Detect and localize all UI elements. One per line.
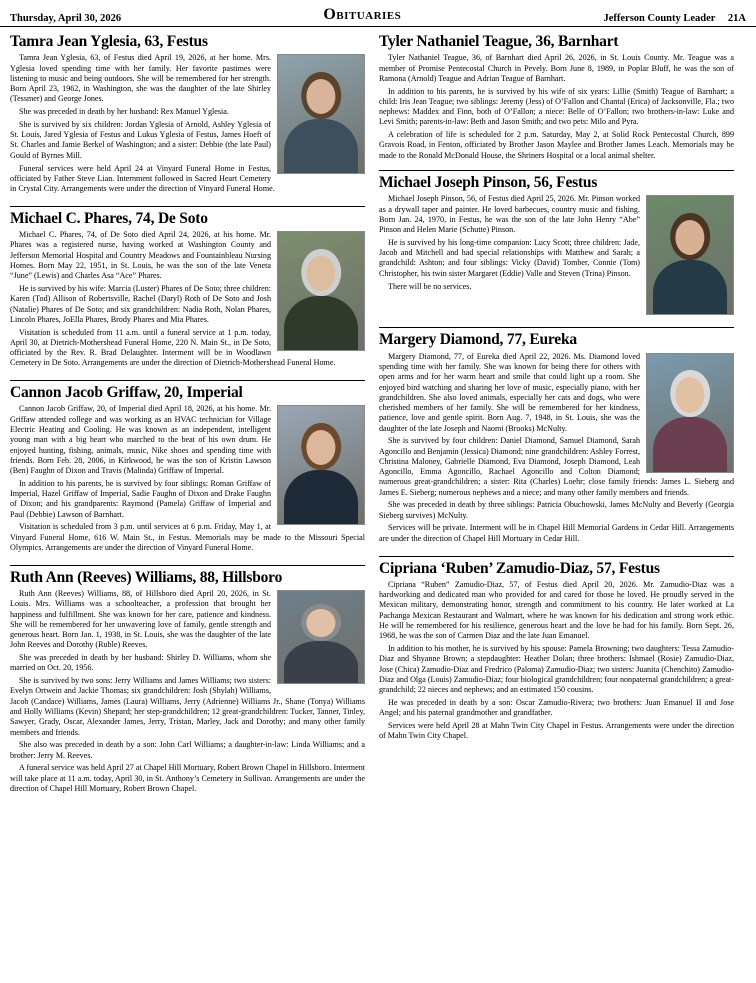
portrait-tamra-jean-yglesia (277, 54, 365, 174)
masthead-page-number: 21A (727, 13, 746, 24)
obituary-paragraph: He was preceded in death by a son: Oscar Zamudio-Rivera; two brothers: Juan Emanuel II and Jose Angel; and his paternal grandmother and grandfather. (379, 697, 734, 718)
columns-container (0, 27, 756, 975)
obituary-paragraph: He is survived by his long-time companion: Lucy Scott; three children: Jade, Jacob and Mitchell and had special relationships with Matthew and Sarah; a grandchild: Ashton; and four siblings: Vicky (David) Tomber, Connie (Tom) Christopher, his twin sister Margaret (Eddie) Valle and Steven (Trina) Pinson. (379, 237, 640, 278)
obituary-headline: Margery Diamond, 77, Eureka (379, 327, 734, 348)
masthead-publication-info (603, 13, 746, 24)
obituary-paragraph: A celebration of life is scheduled for 2 p.m. Saturday, May 2, at Solid Rock Pentecostal Church, 899 Gravois Road, in Fenton, officiated by Brother Jason Maylee and Brother James Leach. Memorials may be made to the Ronald McDonald House, the Shriners Hospital or a local animal shelter. (379, 130, 734, 160)
portrait-michael-joseph-pinson (646, 195, 734, 315)
portrait-michael-c-phares (277, 231, 365, 351)
obituary-headline: Tyler Nathaniel Teague, 36, Barnhart (379, 33, 619, 50)
portrait-ruth-ann-williams (277, 590, 365, 684)
obituary-paragraph: Services will be private. Interment will be in Chapel Hill Memorial Gardens in Cedar Hill. Arrangements are under the direction of Chapel Hill Mortuary in Cedar Hill. (379, 523, 734, 543)
obituary-paragraph: Tyler Nathaniel Teague, 36, of Barnhart died April 26, 2026, in St. Louis County. Mr. Teague was a member of Promise Pentecostal Church in Pevely. Born June 8, 1989, in Poplar Bluff, he was the son of Ramona (Arnold) Teague and Adrian Teague of Barnhart. (379, 53, 734, 83)
obituary-paragraph: Cannon Jacob Griffaw, 20, of Imperial died April 18, 2026, at his home. Mr. Griffaw attended college and was working as an HVAC technician for Village Electric Heating and Cooling. He was known as an independent, intelligent young man with a big heart who marched to the beat of his own drum. He enjoyed hunting, fishing, animals, music, Nike shoes and spending time with friends. Born Feb. 28, 2006, in Kirkwood, he was the son of Kristin Lawson (Ben) Faughn of Dixon and Travis (Malinda) Griffaw of Imperial. (10, 404, 271, 476)
obituary-entry (10, 206, 365, 371)
portrait-torso (284, 119, 358, 173)
obituary-paragraph: He is survived by his wife: Marcia (Luster) Phares of De Soto; three children: Karen (Tod) Allison of Robertsville, Rachel (Daryl) Roth of De Soto and Josh (Natalie) Phares of De Soto; and six grandchildren: Nadia Roth, Nolan Phares, Lincoln Phares, JoElla Phares, Brody Phares and Mia Phares. (10, 284, 271, 324)
portrait-torso (653, 260, 727, 314)
obituary-paragraph: She is survived by four children: Daniel Diamond, Samuel Diamond, Sarah Agoncillo and Benjamin (Jessica) Diamond; nine grandchildren: Ashley Forrest, Christina Maloney, Gabrielle Diamond, Eva Diamond, Joseph Diamond, Leah Agoncillo, Emma Agoncillo, Rachael Agoncillo and Colton Diamond; numerous great-grandchildren; a sister: Rita (Charles) Loehr; close family friends: James L. Sieberg and James E. Sieberg; numerous nephews and a niece; and many other family members and friends. (379, 436, 734, 497)
right-column (379, 33, 734, 975)
obituary-paragraph: She is survived by six children: Jordan Yglesia of Arnold, Ashley Yglesia of St. Louis, Jared Yglesia of Festus and Lukus Yglesia of Festus, James Hoeft of St. Charles and Jamie Berkel of Washington; and a sister: Debbie (the late Paul) Gould of Byrnes Mill. (10, 119, 271, 160)
obituary-entry (379, 556, 734, 742)
obituary-paragraph: A funeral service was held April 27 at Chapel Hill Mortuary, Robert Brown Chapel in Hillsboro. Interment will take place at 11 a.m. today, April 30, in St. Anthony’s Cemetery in Sullivan. Arrangements are under the direction of Chapel Hill Mortuary, Robert Brown Chapel. (10, 763, 365, 793)
obituary-paragraph: Services were held April 28 at Mahn Twin City Chapel in Festus. Arrangements were under the direction of Mahn Twin City Chapel. (379, 720, 734, 741)
obituary-paragraph: Ruth Ann (Reeves) Williams, 88, of Hillsboro died April 20, 2026, in St. Louis. Mrs. Williams was a schoolteacher, a profession that brought her happiness and fulfillment. She was known for her care, patience and kindness. She will be remembered for her unwavering love of family, gentle strength and generous heart. Born Jan. 1, 1938, in St. Louis, she was the daughter of the late John Reeves and Dorothy (Ruble) Reeves. (10, 589, 271, 650)
obituary-entry (10, 565, 365, 797)
masthead-section-title: Obituaries (323, 6, 402, 23)
obituary-paragraph: In addition to his parents, he is survived by four siblings: Roman Griffaw of Imperial, Hazel Griffaw of Imperial, Sadie Faughn of Dixon and Drake Faughn of Dixon; and his grandparents: Raymond (Pamela) Griffaw of Imperial and Paul (Debbie) Lawson of Barnhart. (10, 478, 271, 519)
obituary-entry (10, 33, 365, 197)
obituary-paragraph: Visitation is scheduled from 3 p.m. until services at 6 p.m. Friday, May 1, at Vinyard Funeral Home, 616 W. Main St., in Festus. Memorials may be made to the Missouri Special Olympics. Arrangements are under the direction of Vinyard Funeral Home. (10, 522, 365, 552)
obituary-entry (379, 33, 734, 161)
masthead-date: Thursday, April 30, 2026 (10, 13, 122, 24)
portrait-cannon-jacob-griffaw (277, 405, 365, 525)
obituary-paragraph: She also was preceded in death by a son: John Carl Williams; a daughter-in-law: Linda Williams; and a brother: Jerry M. Reeves. (10, 740, 365, 760)
obituary-paragraph: She was preceded in death by her husband: Shirley D. Williams, whom she married on Oct. 20, 1956. (10, 653, 271, 673)
obituary-paragraph: In addition to his parents, he is survived by his wife of six years: Lillie (Smith) Teague of Barnhart; a child: Iris Jean Teague; two siblings: Jeremy (Jess) of O’Fallon and Chantal (Erica) of Jacksonville, Fla.; two nephews: Maddex and Finn, both of O’Fallon; a niece: Belle of O’Fallon; two brothers-in-law: Luke and Levi Smith; parents-in-law: Beth and Jason Smith; and two pets: Milo and Pyra. (379, 86, 734, 127)
portrait-face (306, 609, 335, 637)
obituary-paragraph: Visitation is scheduled from 11 a.m. until a funeral service at 1 p.m. today, April 30, at Dietrich-Mothershead Funeral Home, 220 N. Main St., in De Soto, officiated by the Rev. R. Brad Delaughter. Interment will be in Woodlawn Cemetery in De Soto. Arrangements are under the direction of Dietrich-Mothershead Funeral Home. (10, 327, 336, 368)
obituary-paragraph: She was preceded in death by her husband: Rex Manuel Yglesia. (19, 107, 229, 117)
obituary-headline: Cannon Jacob Griffaw, 20, Imperial (10, 380, 365, 401)
obituary-headline: Cipriana ‘Ruben’ Zamudio-Diaz, 57, Festus (379, 556, 734, 577)
portrait-torso (284, 641, 358, 683)
obituary-headline: Ruth Ann (Reeves) Williams, 88, Hillsboro (10, 565, 365, 586)
portrait-torso (284, 296, 358, 350)
obituary-entry (379, 170, 734, 318)
obituary-entry (379, 327, 734, 546)
obituary-entry (10, 380, 365, 556)
obituary-paragraph: Michael C. Phares, 74, of De Soto died April 24, 2026, at his home. Mr. Phares was a registered nurse, having worked at Washington County and Jefferson Memorial Hospital and Country Meadows and Fountainbleau Nursing Homes. Born May 22, 1951, in St. Louis, he was the son of the late Veneta “June” (Lewis) and Charles Asa “Ace” Phares. (10, 230, 271, 281)
left-column (10, 33, 365, 975)
obituary-paragraph: Cipriana “Ruben” Zamudio-Diaz, 57, of Festus died April 20, 2026. Mr. Zamudio-Diaz was a hardworking and dedicated man who provided for and cared for those he loved. He proudly served in the Mexican military, demonstrating honor, strength and commitment to his country. He later worked at La Pachanga Mexican Restaurant and Walmart, where he was known for his dedication and strong work ethic. He will be remembered for his resilience, generous heart and the love he had for his family. Born Sept. 26, 1968, he was the son of Carmen Diaz and the late Juan Emanuel. (379, 579, 734, 641)
portrait-torso (284, 470, 358, 524)
portrait-torso (653, 417, 727, 471)
obituary-paragraph: Margery Diamond, 77, of Eureka died April 22, 2026. Ms. Diamond loved spending time with her family. She was known for being there for others with open arms and for her warm heart and smile that could light up a room. She enjoyed bird watching and sharing her love of music, especially piano, with her grandchildren. She also loved animals, especially her cats and dogs, who were cherished members of her family. She will be remembered for her kindness, patience, love and gentle spirit. Born Aug. 7, 1948, in St. Louis, she was the daughter of the late Joseph and Naomi (Brooks) McNulty. (379, 351, 640, 433)
masthead-publication: Jefferson County Leader (603, 13, 716, 24)
obituary-headline: Michael Joseph Pinson, 56, Festus (379, 170, 734, 191)
obituary-headline: Michael C. Phares, 74, De Soto (10, 206, 365, 227)
obituary-paragraph: She is survived by two sons: Jerry Williams and James Williams; two sisters: Evelyn Ortwein and Jackie Thomas; six grandchildren: Josh (Shylah) Williams, Jacob (Candace) Williams, James (Laura) Williams, Jerry (Adrienne) Williams Jr., Shane (Tonya) Williams and Holly Williams (Kevin) Shepard; her step-grandchildren; 12 great-grandchildren: Tucker, Tanner, Tinley, Sawyer, Grady, Oscar, Alexander James, Jerry, Tristan, Marley, Jack and Dorothy; and many other family members and friends. (10, 676, 365, 737)
obituary-paragraph: There will be no services. (388, 281, 472, 291)
obituary-paragraph: Funeral services were held April 24 at Vinyard Funeral Home in Festus, officiated by Father Steve Lian. Internment followed in Sacred Heart Cemetery in Crystal City. Arrangements were under the direction of Vinyard Funeral Home. (10, 163, 275, 194)
obituary-paragraph: She was preceded in death by three siblings: Patricia Obuchowski, James McNulty and Beverly (Georgia Sieberg survives) McNulty. (379, 500, 734, 520)
obituary-headline: Tamra Jean Yglesia, 63, Festus (10, 33, 208, 50)
masthead (0, 0, 756, 27)
portrait-margery-diamond (646, 353, 734, 473)
obituary-paragraph: In addition to his mother, he is survived by his spouse: Pamela Browning; two daughters: Tessa Zamudio-Diaz and Shyanne Brown; a stepdaughter: Heather Dolan; three brothers: Ishmael (Rosie) Zamudio-Diaz, Jose (Chica) Zamudio-Diaz and Fredrico (Paloma) Zamudio-Diaz; two sisters: Juanita (Chenchito) Zamudio-Diaz and Olga (Louis) Zamudio-Diaz; four biological grandchildren; four nonpaternal grandchildren; a great-grandchild; 22 nieces and nephews; and an estimated 150 cousins. (379, 643, 734, 695)
obituary-paragraph: Tamra Jean Yglesia, 63, of Festus died April 19, 2026, at her home. Mrs. Yglesia loved spending time with her family. Her favorite pastimes were listening to music and being outdoors. She will be remembered for her strength. Born April 23, 1962, in Washington, she was the daughter of the late Shirley (Tessmer) and George Jones. (10, 53, 271, 104)
obituary-paragraph: Michael Joseph Pinson, 56, of Festus died April 25, 2026. Mr. Pinson worked as a drywall taper and painter. He loved barbecues, country music and fishing. Born Jan. 24, 1970, in Festus, he was the son of the late John Henry “Abe” Pinson and Helen Marie (Schutte) Pinson. (379, 194, 640, 235)
